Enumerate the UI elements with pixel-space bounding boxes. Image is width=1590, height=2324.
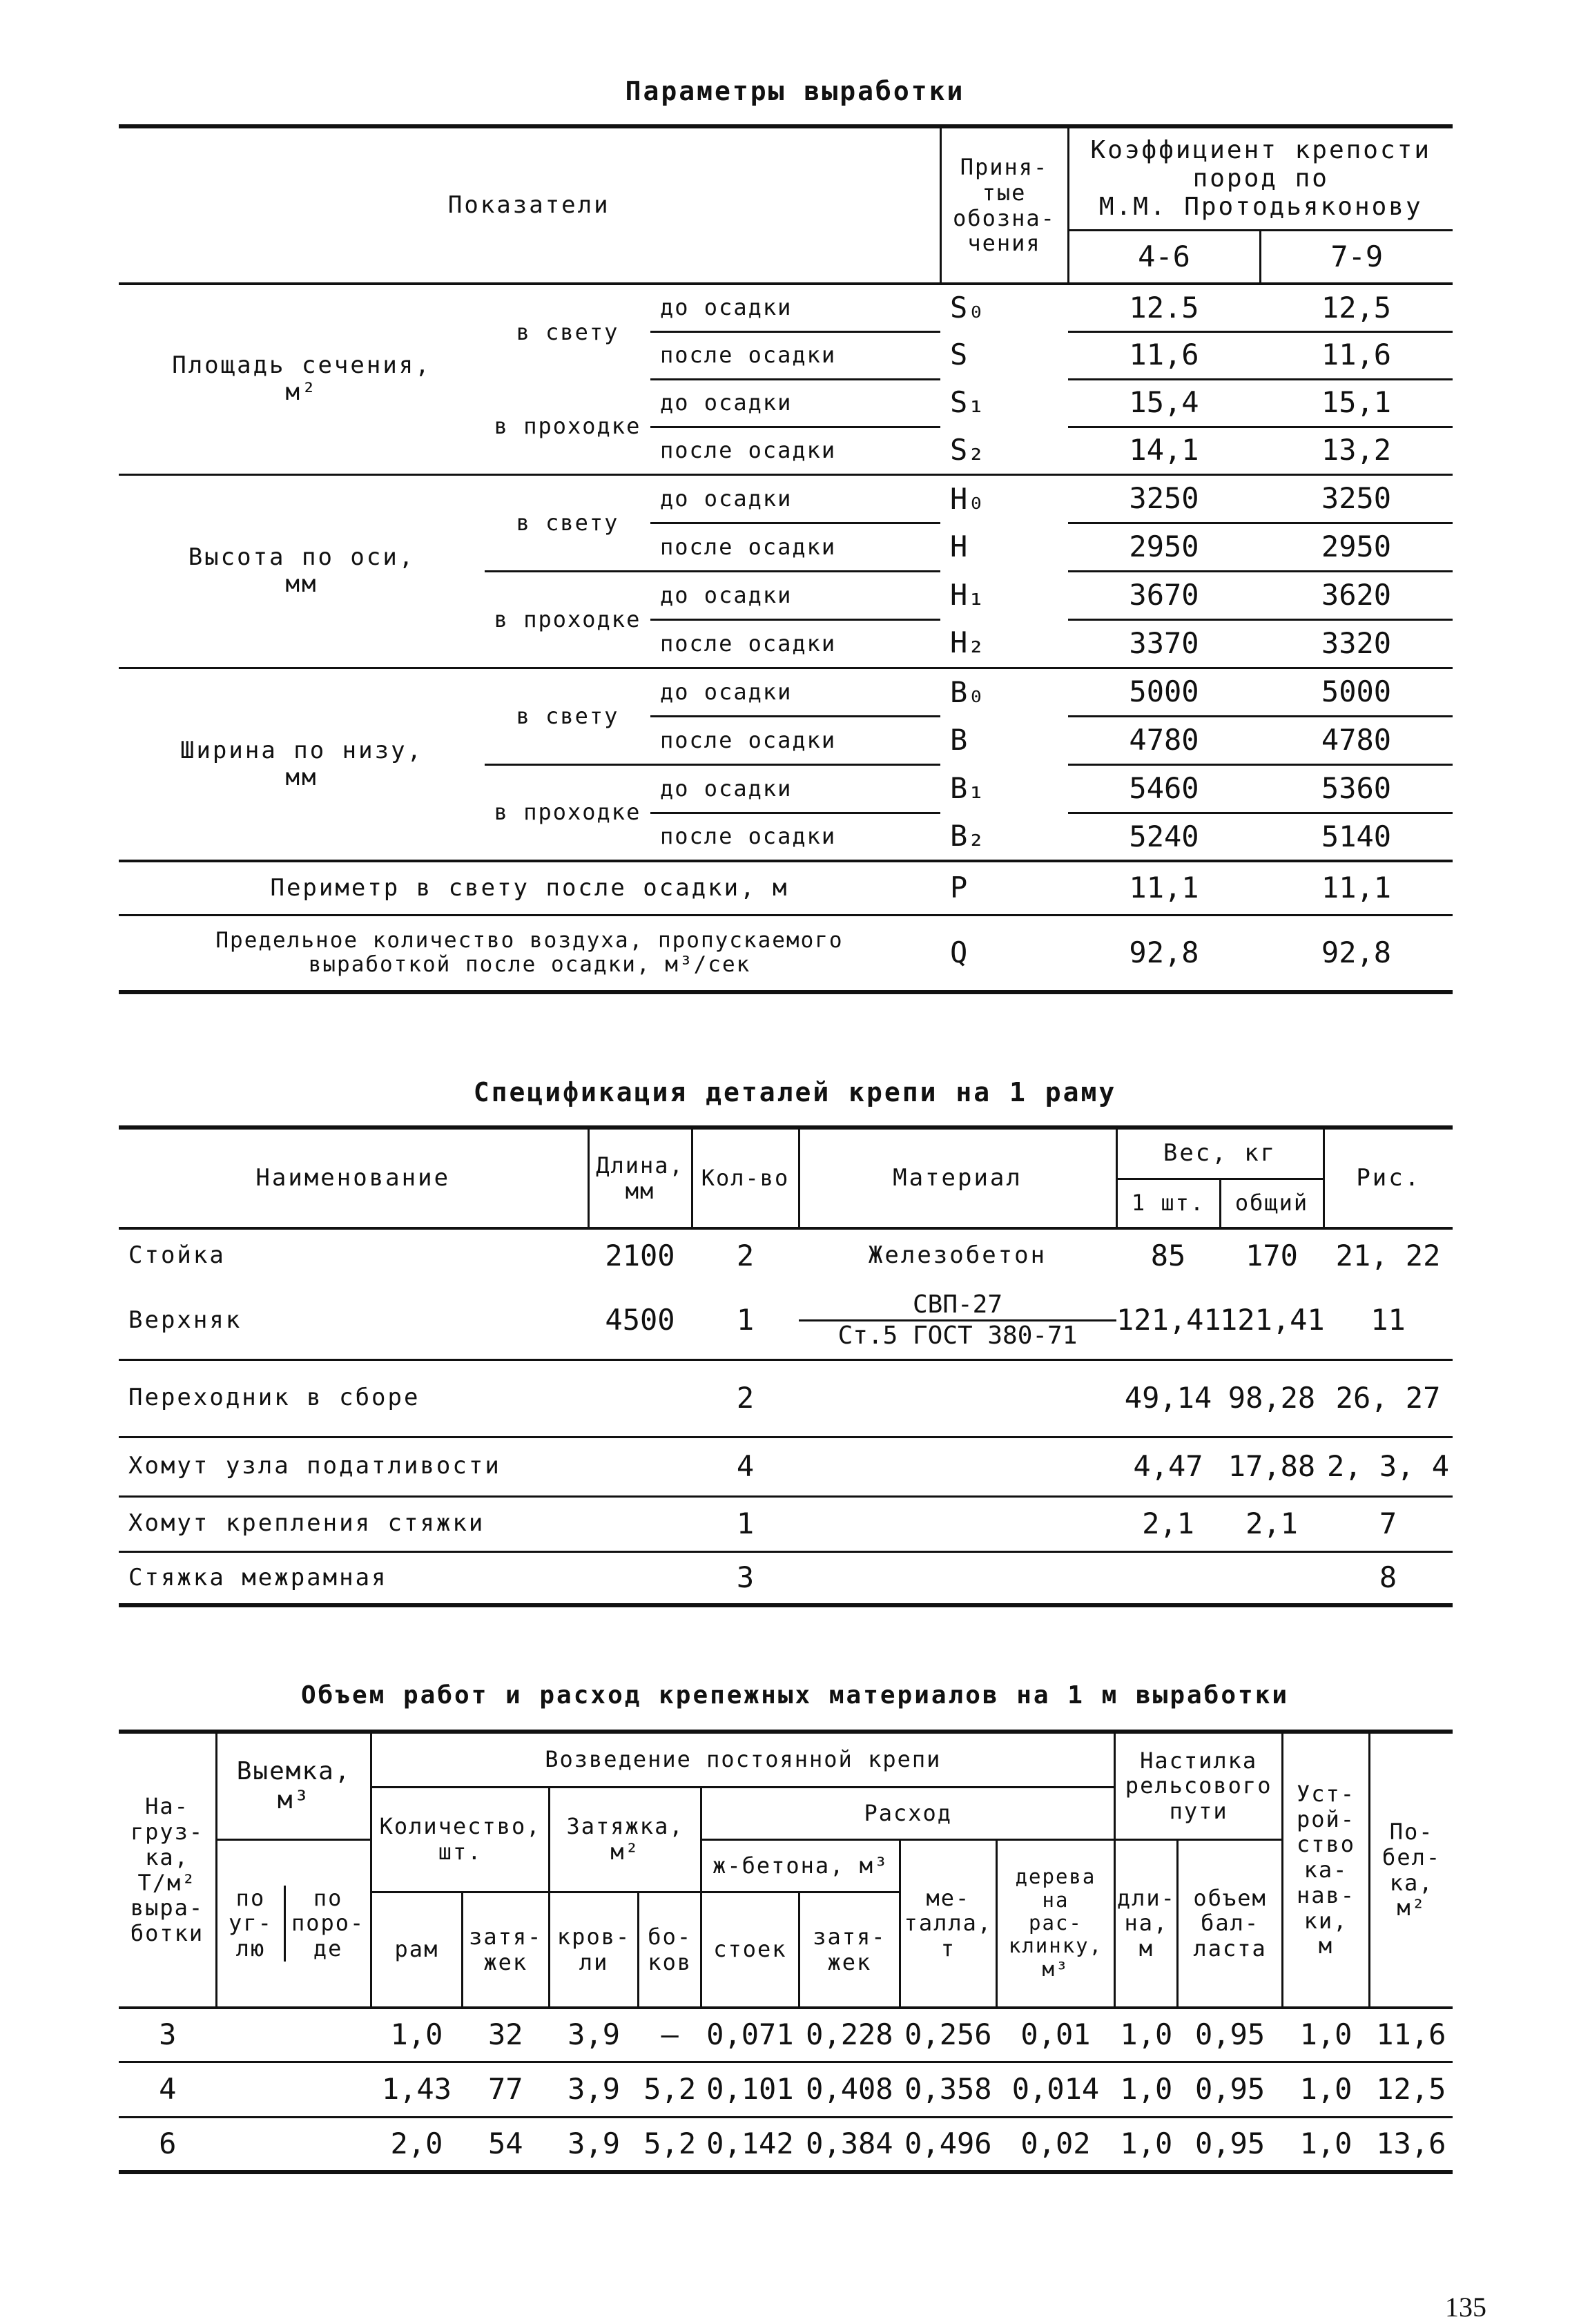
page-number: 135 [1445, 2292, 1486, 2323]
ditch: 1,0 [1299, 2127, 1353, 2161]
part-name: Хомут крепления стяжки [128, 1509, 485, 1538]
value-7-9: 4780 [1260, 716, 1453, 764]
posts: 0,101 [706, 2071, 794, 2106]
header-coef-4-6: 4-6 [1068, 230, 1260, 284]
ballast: 0,95 [1195, 2071, 1266, 2106]
value-7-9: 3620 [1260, 571, 1453, 619]
excav-rock [283, 2117, 371, 2172]
header-excavation: Выемка, м³ [216, 1732, 371, 1839]
part-name: Стяжка межрамная [128, 1563, 388, 1591]
symbol: H₁ [950, 577, 985, 612]
part-length: 2100 [605, 1238, 675, 1272]
header-count: Количество, шт. [371, 1787, 550, 1892]
value-4-6: 12.5 [1068, 284, 1260, 331]
perimeter-4-6: 11,1 [1068, 861, 1260, 915]
header-lagging: Затяжка, м² [549, 1787, 701, 1892]
lagging-concrete: 0,228 [806, 2017, 893, 2052]
part-material [799, 1551, 1116, 1605]
perimeter-7-9: 11,1 [1260, 861, 1453, 915]
symbol: S₂ [940, 427, 1068, 474]
wood: 0,01 [1020, 2017, 1091, 2052]
value-7-9: 13,2 [1260, 427, 1453, 474]
symbol: B [950, 722, 968, 757]
header-coef-7-9: 7-9 [1260, 230, 1453, 284]
part-material: Железобетон [868, 1241, 1047, 1270]
excav-coal [216, 2117, 283, 2172]
header-coefficient: Коэффициент крепости пород по М.М. Протодьяконову [1068, 126, 1453, 230]
part-figure: 11 [1370, 1303, 1406, 1337]
excav-coal [216, 2062, 283, 2117]
sub-label: в свету [516, 318, 619, 345]
part-material [799, 1359, 1116, 1437]
header-lagging-concrete: затя- жек [799, 1892, 900, 2008]
excav-coal [216, 2008, 283, 2062]
symbol: B₂ [940, 813, 1068, 861]
part-name: Верхняк [128, 1306, 242, 1334]
ditch: 1,0 [1299, 2071, 1353, 2106]
condition: до осадки [650, 474, 940, 523]
header-length: Длина, мм [588, 1127, 692, 1228]
header-wood: дерева на рас- клинку, м³ [996, 1839, 1115, 2008]
condition: до осадки [650, 284, 940, 331]
value-7-9: 3250 [1260, 474, 1453, 523]
value-7-9: 12,5 [1260, 284, 1453, 331]
sides: – [661, 2017, 679, 2052]
value-4-6: 3250 [1068, 474, 1260, 523]
lagging-concrete: 0,384 [806, 2127, 893, 2161]
whitewash: 11,6 [1376, 2017, 1446, 2052]
value-7-9: 15,1 [1260, 379, 1453, 427]
roof: 3,9 [568, 2071, 620, 2106]
value-7-9: 2950 [1260, 523, 1453, 571]
header-sides: бо- ков [639, 1892, 701, 2008]
excav-rock [283, 2008, 371, 2062]
value-4-6: 3670 [1068, 571, 1260, 619]
part-weight-1pc: 49,14 [1124, 1380, 1212, 1415]
load: 4 [159, 2071, 177, 2106]
perimeter-symbol: P [940, 861, 1068, 915]
header-figure: Рис. [1324, 1127, 1453, 1228]
part-name: Переходник в сборе [128, 1384, 420, 1412]
symbol: S₁ [950, 385, 985, 420]
part-qty: 3 [736, 1560, 755, 1595]
group-label-width: Ширина по низу, мм [119, 668, 485, 861]
value-7-9: 5140 [1260, 813, 1453, 861]
laggings: 32 [487, 2017, 523, 2052]
air-7-9: 92,8 [1321, 936, 1392, 970]
part-length: 4500 [605, 1303, 675, 1337]
part-length [588, 1437, 692, 1496]
condition: после осадки [650, 331, 940, 379]
header-material: Материал [799, 1127, 1116, 1228]
header-laggings: затя- жек [462, 1892, 549, 2008]
track-length: 1,0 [1120, 2071, 1173, 2106]
part-weight-total: 170 [1245, 1238, 1298, 1272]
group-label-area: Площадь сечения, м² [119, 284, 485, 474]
condition: до осадки [650, 379, 940, 427]
header-weight-total: общий [1220, 1179, 1324, 1228]
wood: 0,014 [1011, 2071, 1100, 2106]
header-consumption: Расход [701, 1787, 1115, 1839]
symbol: H₂ [940, 619, 1068, 668]
header-posts: стоек [701, 1892, 799, 2008]
air-symbol: Q [950, 936, 968, 970]
part-name: Стойка [128, 1241, 226, 1270]
condition: до осадки [650, 764, 940, 813]
symbol: B₁ [950, 771, 985, 805]
laggings: 54 [487, 2127, 523, 2161]
sub-label: в проходке [485, 764, 650, 861]
part-material [799, 1496, 1116, 1551]
support-spec-table [119, 1125, 1453, 1607]
metal: 0,358 [904, 2071, 992, 2106]
header-by-rock: по поро- де [291, 1884, 365, 1962]
part-length [588, 1359, 692, 1437]
part-name: Хомут узла податливости [128, 1452, 501, 1480]
part-weight-total: 121,41 [1220, 1303, 1325, 1337]
sides: 5,2 [643, 2071, 697, 2106]
header-indicators: Показатели [119, 126, 940, 284]
part-weight-total: 2,1 [1245, 1506, 1298, 1540]
part-weight-1pc: 121,41 [1116, 1303, 1221, 1337]
part-figure: 21, 22 [1335, 1238, 1441, 1272]
condition: после осадки [650, 716, 940, 764]
material-standard: Ст.5 ГОСТ 380-71 [837, 1321, 1078, 1350]
ballast: 0,95 [1195, 2017, 1266, 2052]
header-qty: Кол-во [692, 1127, 799, 1228]
frames: 1,43 [381, 2071, 452, 2106]
excav-rock [283, 2062, 371, 2117]
value-4-6: 15,4 [1068, 379, 1260, 427]
ballast: 0,95 [1195, 2127, 1266, 2161]
header-roof: кров- ли [549, 1892, 638, 2008]
symbol: H [950, 529, 968, 563]
table1-title: Параметры выработки [625, 76, 965, 106]
part-weight-1pc [1116, 1551, 1220, 1605]
header-by-coal: по уг- лю [217, 1886, 286, 1962]
whitewash: 12,5 [1376, 2071, 1446, 2106]
condition: после осадки [650, 619, 940, 668]
wood: 0,02 [1020, 2127, 1091, 2161]
value-4-6: 3370 [1068, 619, 1260, 668]
table3-title: Объем работ и расход крепежных материалов на 1 м выработки [300, 1681, 1290, 1710]
header-load: На- груз- ка, Т/м² выра- ботки [119, 1732, 216, 2008]
symbol: S [950, 338, 968, 372]
header-track: Настилка рельсового пути [1115, 1732, 1283, 1839]
part-weight-total: 17,88 [1228, 1449, 1316, 1483]
workings-parameters-table [119, 124, 1453, 994]
sub-label: в проходке [485, 379, 650, 474]
header-erection: Возведение постоянной крепи [371, 1732, 1115, 1787]
value-7-9: 5360 [1260, 764, 1453, 813]
condition: после осадки [650, 523, 940, 571]
part-length [588, 1496, 692, 1551]
posts: 0,142 [706, 2127, 794, 2161]
condition: после осадки [650, 427, 940, 474]
condition: до осадки [650, 668, 940, 716]
part-figure: 26, 27 [1335, 1380, 1441, 1415]
header-weight-1pc: 1 шт. [1116, 1179, 1220, 1228]
value-7-9: 5000 [1260, 668, 1453, 716]
roof: 3,9 [568, 2127, 620, 2161]
metal: 0,256 [904, 2017, 992, 2052]
frames: 1,0 [390, 2017, 443, 2052]
part-figure: 2, 3, 4 [1327, 1449, 1450, 1483]
laggings: 77 [487, 2071, 523, 2106]
part-weight-1pc: 4,47 [1133, 1449, 1203, 1483]
header-frames: рам [371, 1892, 462, 2008]
ditch: 1,0 [1299, 2017, 1353, 2052]
frames: 2,0 [390, 2127, 443, 2161]
header-ditch: Уст- рой- ство ка- нав- ки, м [1282, 1732, 1369, 2008]
part-qty: 2 [736, 1238, 755, 1272]
track-length: 1,0 [1120, 2127, 1173, 2161]
value-4-6: 5000 [1068, 668, 1260, 716]
part-material [799, 1437, 1116, 1496]
sub-label: в проходке [485, 571, 650, 668]
header-track-length: дли- на, м [1115, 1839, 1178, 2008]
part-figure: 7 [1379, 1506, 1397, 1540]
value-7-9: 11,6 [1260, 331, 1453, 379]
sub-label: в свету [485, 668, 650, 764]
header-rconcrete: ж-бетона, м³ [701, 1839, 900, 1892]
value-4-6: 5460 [1068, 764, 1260, 813]
work-volume-table [119, 1730, 1453, 2174]
value-4-6: 5240 [1068, 813, 1260, 861]
header-excavation-sub [216, 1839, 371, 2008]
part-qty: 1 [736, 1303, 755, 1337]
sub-label: в свету [485, 474, 650, 571]
part-qty: 4 [736, 1449, 755, 1483]
part-length [588, 1551, 692, 1605]
roof: 3,9 [568, 2017, 620, 2052]
value-4-6: 14,1 [1068, 427, 1260, 474]
air-4-6: 92,8 [1129, 936, 1199, 970]
header-whitewash: По- бел- ка, м² [1370, 1732, 1453, 2008]
condition: до осадки [650, 571, 940, 619]
condition: после осадки [650, 813, 940, 861]
material-grade: СВП-27 [799, 1290, 1116, 1321]
track-length: 1,0 [1120, 2017, 1173, 2052]
load: 6 [159, 2127, 177, 2161]
table2-title: Спецификация деталей крепи на 1 раму [473, 1077, 1117, 1107]
load: 3 [159, 2017, 177, 2052]
lagging-concrete: 0,408 [806, 2071, 893, 2106]
air-label: Предельное количество воздуха, пропускаемого выработкой после осадки, м³/сек [215, 927, 844, 978]
part-weight-1pc: 85 [1150, 1238, 1186, 1272]
header-notation: Приня- тые обозна- чения [940, 126, 1068, 284]
part-weight-total [1220, 1551, 1324, 1605]
value-4-6: 2950 [1068, 523, 1260, 571]
value-7-9: 3320 [1260, 619, 1453, 668]
whitewash: 13,6 [1376, 2127, 1446, 2161]
symbol: B₀ [950, 675, 985, 709]
symbol: S₀ [950, 291, 985, 325]
value-4-6: 11,6 [1068, 331, 1260, 379]
part-figure: 8 [1379, 1560, 1397, 1595]
header-ballast: объем бал- ласта [1178, 1839, 1283, 2008]
symbol: H₀ [950, 481, 985, 516]
value-4-6: 4780 [1068, 716, 1260, 764]
group-label-height: Высота по оси, мм [119, 474, 485, 668]
header-metal: ме- талла, т [900, 1839, 996, 2008]
part-weight-1pc: 2,1 [1142, 1506, 1194, 1540]
posts: 0,071 [706, 2017, 794, 2052]
part-qty: 1 [736, 1506, 755, 1540]
part-qty: 2 [736, 1380, 755, 1415]
header-weight: Вес, кг [1116, 1127, 1324, 1179]
metal: 0,496 [904, 2127, 992, 2161]
sides: 5,2 [643, 2127, 697, 2161]
header-name: Наименование [119, 1127, 588, 1228]
perimeter-label: Периметр в свету после осадки, м [119, 861, 940, 915]
part-material-fraction [799, 1282, 1116, 1359]
part-weight-total: 98,28 [1228, 1380, 1316, 1415]
